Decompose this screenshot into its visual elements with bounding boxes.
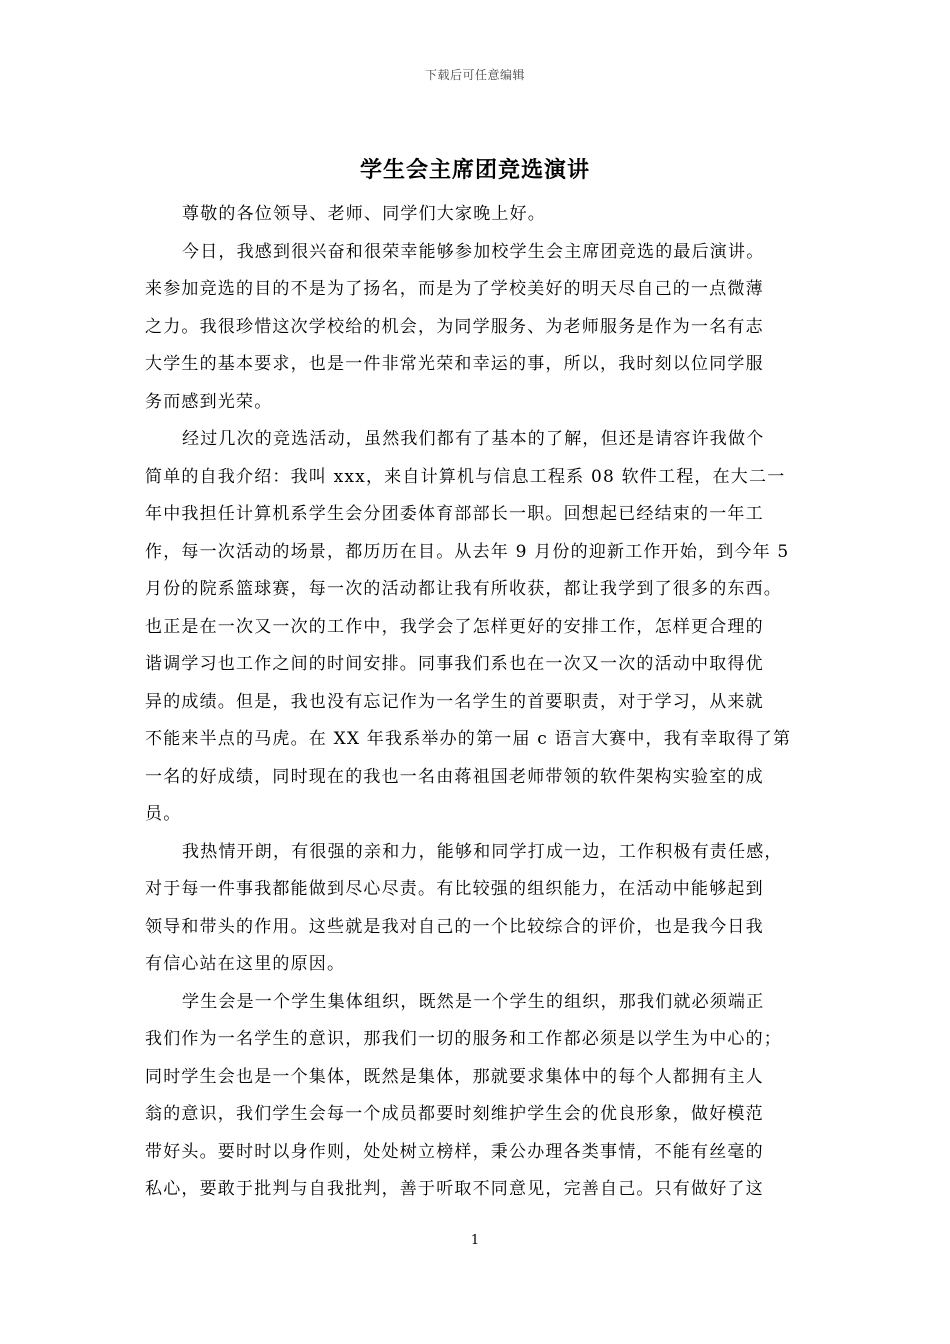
paragraph-2-line-2: 来参加竞选的目的不是为了扬名，而是为了学校美好的明天尽自己的一点微薄	[145, 279, 764, 299]
document-title: 学生会主席团竞选演讲	[359, 157, 590, 183]
paragraph-4-line-1: 我热情开朗，有很强的亲和力，能够和同学打成一边，工作积极有责任感，	[182, 841, 783, 862]
document-body	[145, 196, 809, 1209]
paragraph-2-line-1: 今日，我感到很兴奋和很荣幸能够参加校学生会主席团竞选的最后演讲。	[182, 241, 765, 262]
paragraph-3-line-7: 谐调学习也工作之间的时间安排。同事我们系也在一次又一次的活动中取得优	[145, 654, 764, 674]
paragraph-3-line-5: 月份的院系篮球赛，每一次的活动都让我有所收获，都让我学到了很多的东西。	[145, 579, 782, 599]
paragraph-4-line-3: 领导和带头的作用。这些就是我对自己的一个比较综合的评价，也是我今日我	[145, 916, 764, 937]
paragraph-3-line-1: 经过几次的竞选活动，虽然我们都有了基本的了解，但还是请容许我做个	[182, 429, 765, 449]
paragraph-2-line-5: 务而感到光荣。	[145, 391, 273, 412]
paragraph-3-line-11: 员。	[145, 804, 182, 824]
paragraph-2-line-3: 之力。我很珍惜这次学校给的机会，为同学服务、为老师服务是作为一名有志	[145, 316, 764, 337]
paragraph-3-line-3: 年中我担任计算机系学生会分团委体育部部长一职。回想起已经结束的一年工	[145, 504, 764, 524]
paragraph-3-line-8: 异的成绩。但是，我也没有忘记作为一名学生的首要职责，对于学习，从来就	[145, 691, 764, 712]
paragraph-3-line-2: 简单的自我介绍：我叫 xxx，来自计算机与信息工程系 08 软件工程，在大二一	[145, 466, 786, 487]
paragraph-1-line-1: 尊敬的各位领导、老师、同学们大家晚上好。	[182, 204, 546, 224]
page-number: 1	[470, 1233, 480, 1248]
paragraph-4-line-4: 有信心站在这里的原因。	[145, 954, 346, 974]
paragraph-3-line-4: 作，每一次活动的场景，都历历在目。从去年 9 月份的迎新工作开始，到今年 5	[145, 541, 790, 562]
header-note: 下载后可任意编辑	[424, 68, 525, 82]
paragraph-5-line-6: 私心，要敢于批判与自我批判，善于听取不同意见，完善自己。只有做好了这	[145, 1179, 764, 1199]
paragraph-3-line-6: 也正是在一次又一次的工作中，我学会了怎样更好的安排工作，怎样更合理的	[145, 616, 764, 637]
paragraph-4-line-2: 对于每一件事我都能做到尽心尽责。有比较强的组织能力，在活动中能够起到	[145, 879, 764, 899]
paragraph-2-line-4: 大学生的基本要求，也是一件非常光荣和幸运的事，所以，我时刻以位同学服	[145, 354, 764, 374]
paragraph-5-line-2: 我们作为一名学生的意识，那我们一切的服务和工作都必须是以学生为中心的；	[145, 1029, 782, 1049]
paragraph-5-line-5: 带好头。要时时以身作则，处处树立榜样，秉公办理各类事情，不能有丝毫的	[145, 1141, 764, 1162]
paragraph-5-line-3: 同时学生会也是一个集体，既然是集体，那就要求集体中的每个人都拥有主人	[145, 1066, 764, 1087]
paragraph-5-line-4: 翁的意识，我们学生会每一个成员都要时刻维护学生会的优良形象，做好模范	[145, 1104, 764, 1124]
paragraph-5-line-1: 学生会是一个学生集体组织，既然是一个学生的组织，那我们就必须端正	[182, 991, 765, 1012]
paragraph-3-line-9: 不能来半点的马虎。在 XX 年我系举办的第一届 c 语言大赛中，我有幸取得了第	[145, 729, 792, 749]
paragraph-3-line-10: 一名的好成绩，同时现在的我也一名由蒋祖国老师带领的软件架构实验室的成	[145, 766, 764, 787]
